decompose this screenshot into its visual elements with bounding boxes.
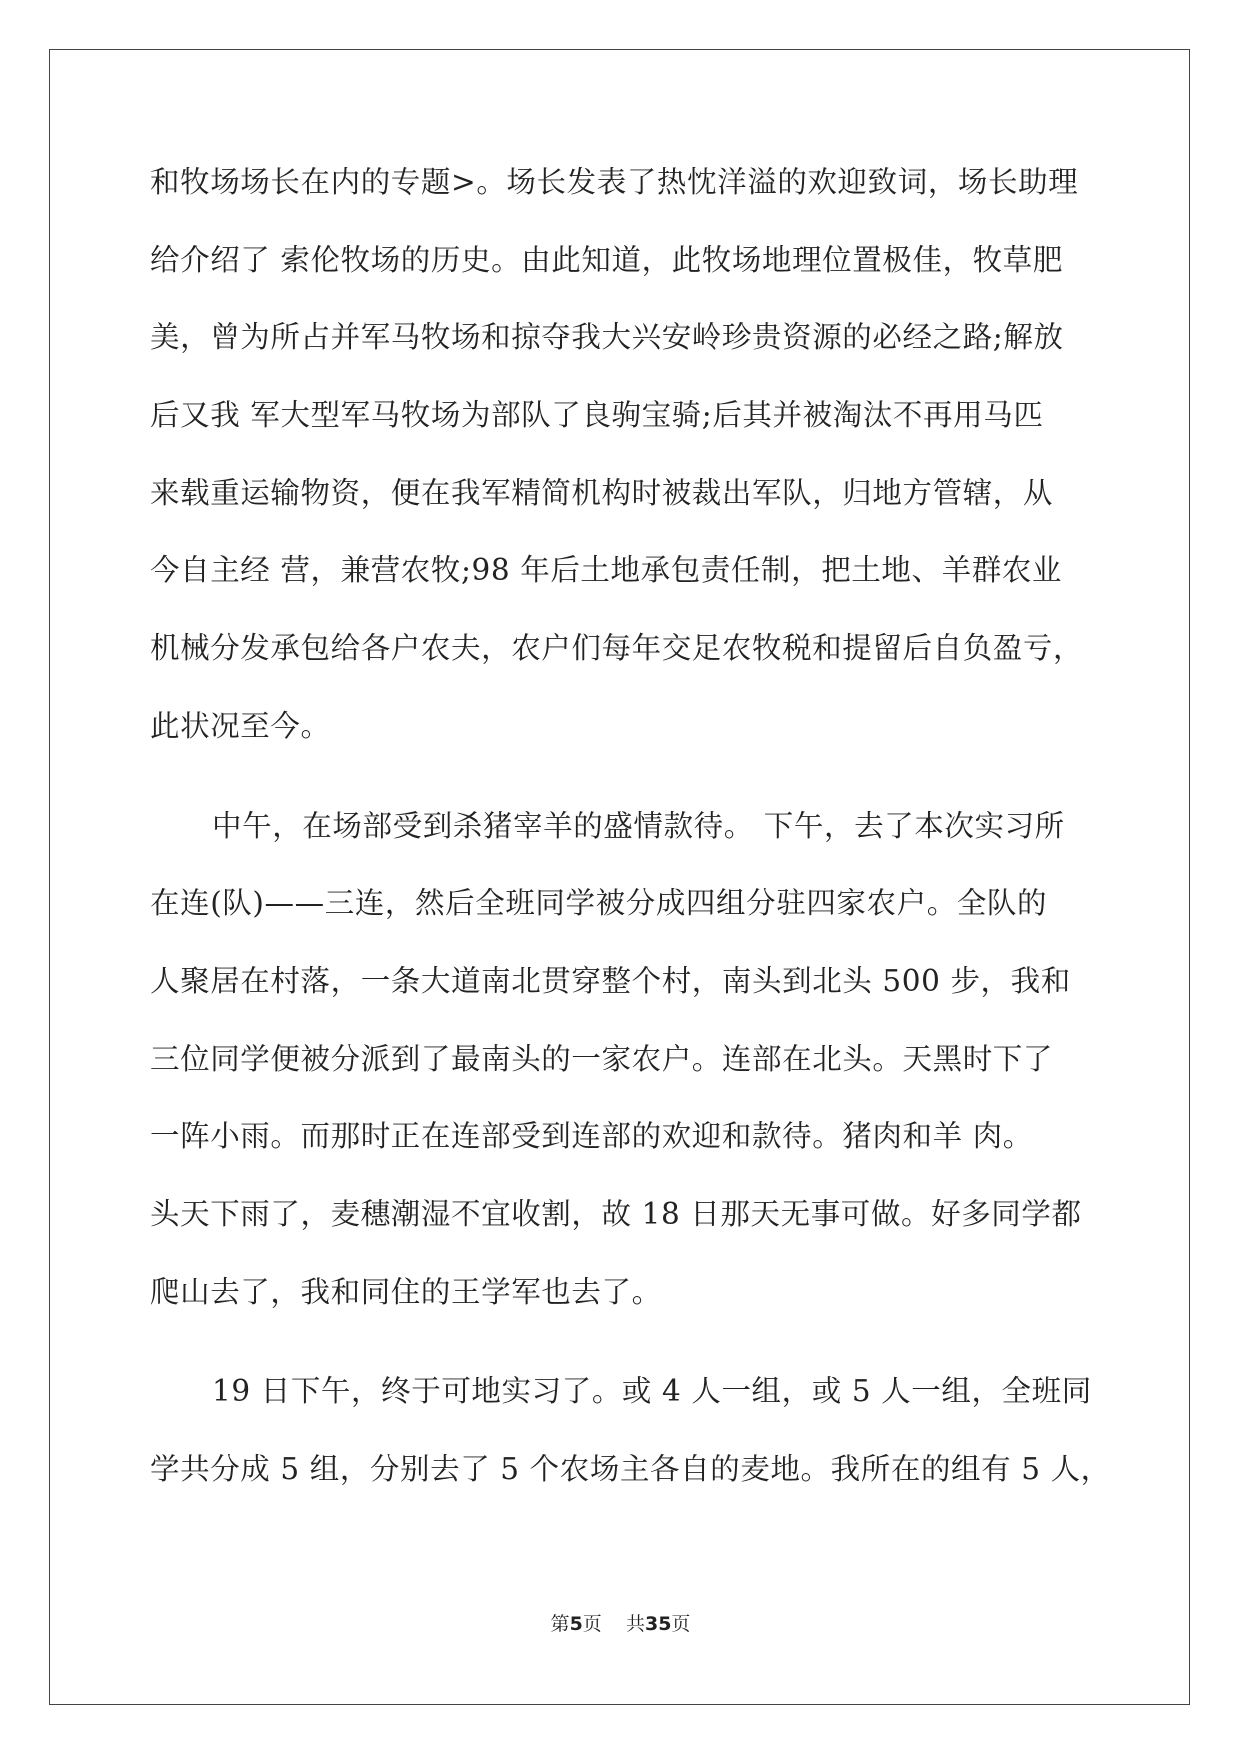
- text-line: 后又我 军大型军马牧场为部队了良驹宝骑;后其并被淘汰不再用马匹: [150, 398, 1044, 433]
- text-line: 头天下雨了，麦穗潮湿不宜收割，故 18 日那天无事可做。好多同学都: [150, 1196, 1082, 1231]
- text-line: 在连(队)——三连，然后全班同学被分成四组分驻四家农户。全队的: [150, 886, 1048, 921]
- text-line: 来载重运输物资，便在我军精简机构时被裁出军队，归地方管辖，从: [150, 475, 1054, 510]
- total-page-count: 35: [644, 1613, 672, 1635]
- text-line: 中午，在场部受到杀猪宰羊的盛情款待。 下午，去了本次实习所: [212, 808, 1065, 843]
- text-line: 今自主经 营，兼营农牧;98 年后土地承包责任制，把土地、羊群农业: [150, 553, 1063, 588]
- paragraph-1: [150, 160, 1100, 782]
- text-line: 学共分成 5 组，分别去了 5 个农场主各自的麦地。我所在的组有 5 人，: [150, 1452, 1111, 1486]
- text-line: 和牧场场长在内的专题>。场长发表了热忱洋溢的欢迎致词，场长助理: [150, 165, 1079, 199]
- text-line: 美，曾为所占并军马牧场和掠夺我大兴安岭珍贵资源的必经之路;解放: [150, 320, 1064, 355]
- current-page-number: 5: [569, 1613, 583, 1635]
- footer-suffix: 页: [671, 1613, 691, 1635]
- paragraph-3: [150, 1369, 1111, 1524]
- footer-middle: 页 共: [582, 1613, 645, 1635]
- text-line: 机械分发承包给各户农夫，农户们每年交足农牧税和提留后自负盈亏，: [150, 631, 1084, 666]
- paragraph-2: [150, 804, 1100, 1348]
- text-line: 人聚居在村落，一条大道南北贯穿整个村，南头到北头 500 步，我和: [150, 963, 1071, 998]
- text-line: 19 日下午，终于可地实习了。或 4 人一组，或 5 人一组，全班同: [212, 1374, 1092, 1409]
- page-footer: [0, 1612, 1241, 1636]
- footer-prefix: 第: [550, 1613, 570, 1635]
- text-line: 三位同学便被分派到了最南头的一家农户。连部在北头。天黑时下了: [150, 1041, 1054, 1076]
- text-line: 爬山去了，我和同住的王学军也去了。: [150, 1274, 662, 1309]
- text-line: 给介绍了 索伦牧场的历史。由此知道，此牧场地理位置极佳，牧草肥: [150, 242, 1063, 277]
- document-body: [150, 160, 1111, 1525]
- text-line: 此状况至今。: [150, 708, 331, 743]
- text-line: 一阵小雨。而那时正在连部受到连部的欢迎和款待。猪肉和羊 肉。: [150, 1119, 1033, 1154]
